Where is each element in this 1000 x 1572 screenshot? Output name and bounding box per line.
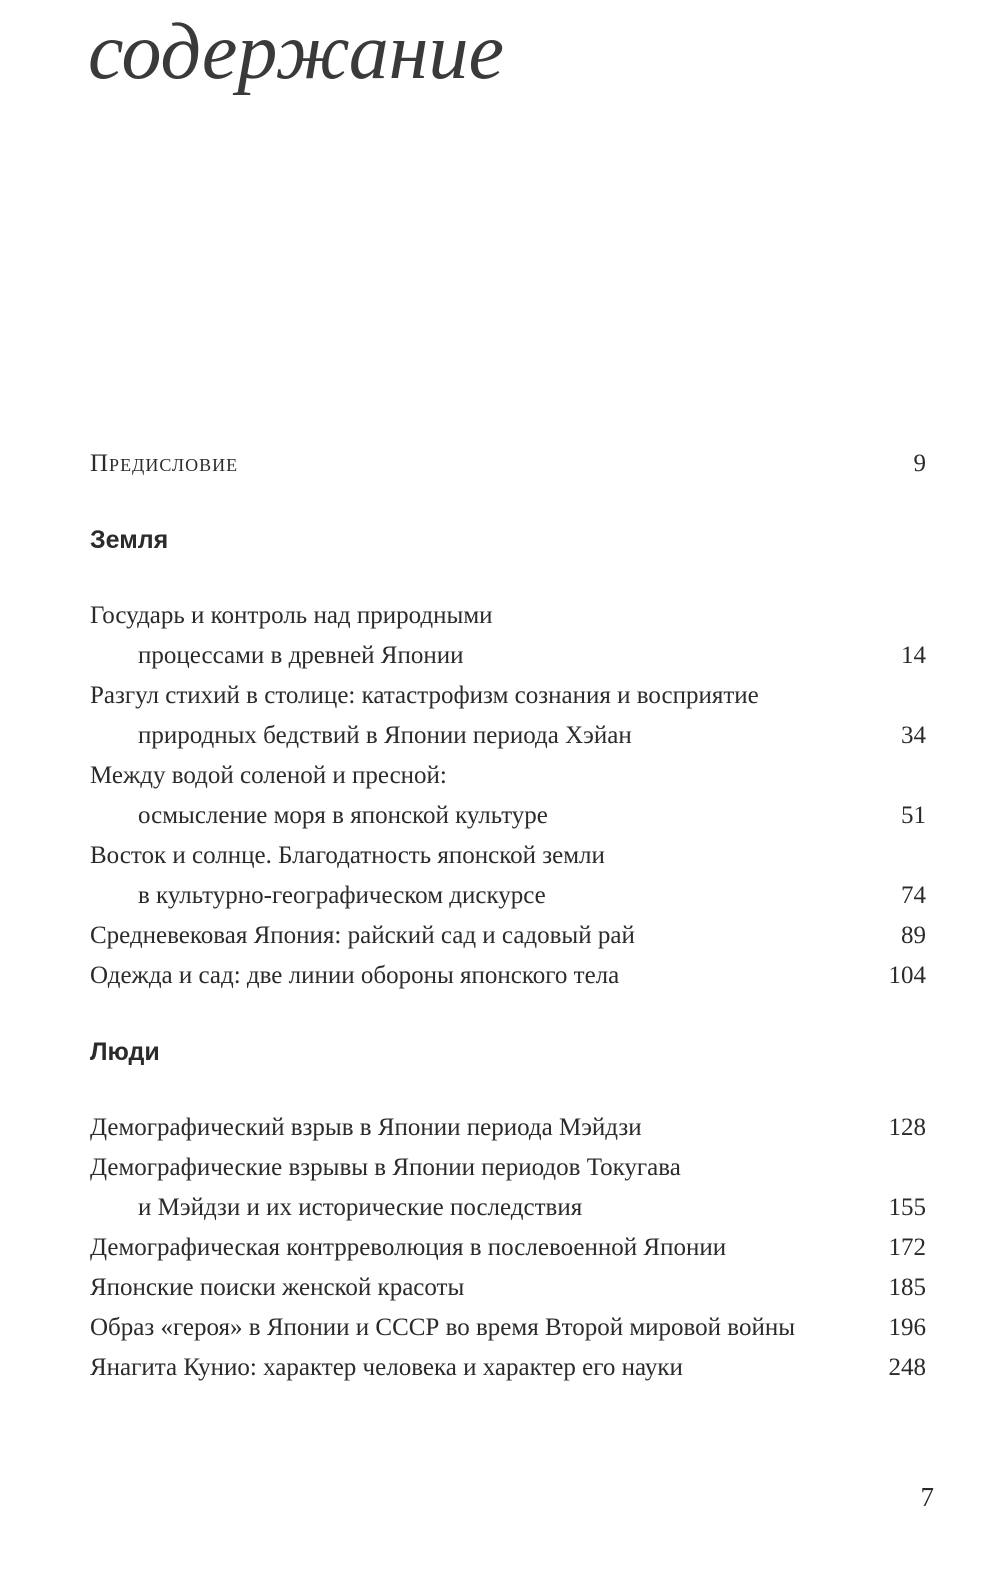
toc-entry-title: Между водой соленой и пресной: (90, 762, 447, 789)
toc-entry-title: Демографические взрывы в Японии периодов Токугава (90, 1154, 681, 1181)
toc-entry (90, 916, 926, 956)
table-of-contents (90, 444, 926, 1388)
toc-entry (90, 676, 926, 756)
toc-entry-title: Образ «героя» в Японии и СССР во время Второй мировой войны (90, 1314, 795, 1341)
toc-entry-page: 104 (888, 962, 926, 989)
toc-entry (90, 1348, 926, 1388)
toc-entry-title: Предисловие (90, 450, 239, 477)
toc-entry (90, 1228, 926, 1268)
toc-entry (90, 956, 926, 996)
toc-entry (90, 1108, 926, 1148)
page-title: содержание (88, 8, 504, 96)
toc-entry-title: Демографический взрыв в Японии периода Мэйдзи (90, 1114, 642, 1141)
toc-entry-title-continued: и Мэйдзи и их исторические последствия (138, 1194, 583, 1221)
toc-entry-page: 128 (888, 1114, 926, 1141)
toc-entry-page: 34 (901, 722, 926, 749)
toc-entry-title-continued: осмысление моря в японской культуре (138, 802, 548, 829)
toc-entry-page: 14 (901, 642, 926, 669)
toc-entry-page: 196 (888, 1314, 926, 1341)
toc-entry-page: 74 (901, 882, 926, 909)
toc-entry-title-continued: природных бедствий в Японии периода Хэйан (138, 722, 632, 749)
toc-entry (90, 1148, 926, 1228)
toc-entry (90, 756, 926, 836)
toc-entry-page: 185 (888, 1274, 926, 1301)
toc-entry-page: 172 (888, 1234, 926, 1261)
toc-entry-title: Разгул стихий в столице: катастрофизм сознания и восприятие (90, 682, 759, 709)
toc-entry-title-continued: процессами в древней Японии (138, 642, 464, 669)
toc-entry (90, 1268, 926, 1308)
toc-entry-page: 9 (913, 450, 926, 477)
page-number: 7 (920, 1482, 934, 1512)
toc-entry (90, 1308, 926, 1348)
toc-entry-page: 155 (888, 1194, 926, 1221)
toc-entry-page: 51 (901, 802, 926, 829)
section-heading-earth: Земля (90, 526, 169, 554)
toc-entry-page: 89 (901, 922, 926, 949)
toc-entry-title: Средневековая Япония: райский сад и садовый рай (90, 922, 635, 949)
toc-entry-title: Государь и контроль над природными (90, 602, 493, 629)
toc-entry-title: Янагита Кунио: характер человека и характер его науки (90, 1354, 683, 1381)
toc-entry-preface (90, 444, 926, 484)
toc-entry-title: Демографическая контрреволюция в послевоенной Японии (90, 1234, 727, 1261)
section-heading-people: Люди (90, 1038, 160, 1066)
toc-entry (90, 596, 926, 676)
toc-entry-title: Восток и солнце. Благодатность японской земли (90, 842, 605, 869)
toc-entry-title-continued: в культурно-географическом дискурсе (138, 882, 546, 909)
toc-entry-title: Одежда и сад: две линии обороны японского тела (90, 962, 620, 989)
toc-entry-title: Японские поиски женской красоты (90, 1274, 465, 1301)
toc-entry (90, 836, 926, 916)
toc-entry-page: 248 (888, 1354, 926, 1381)
